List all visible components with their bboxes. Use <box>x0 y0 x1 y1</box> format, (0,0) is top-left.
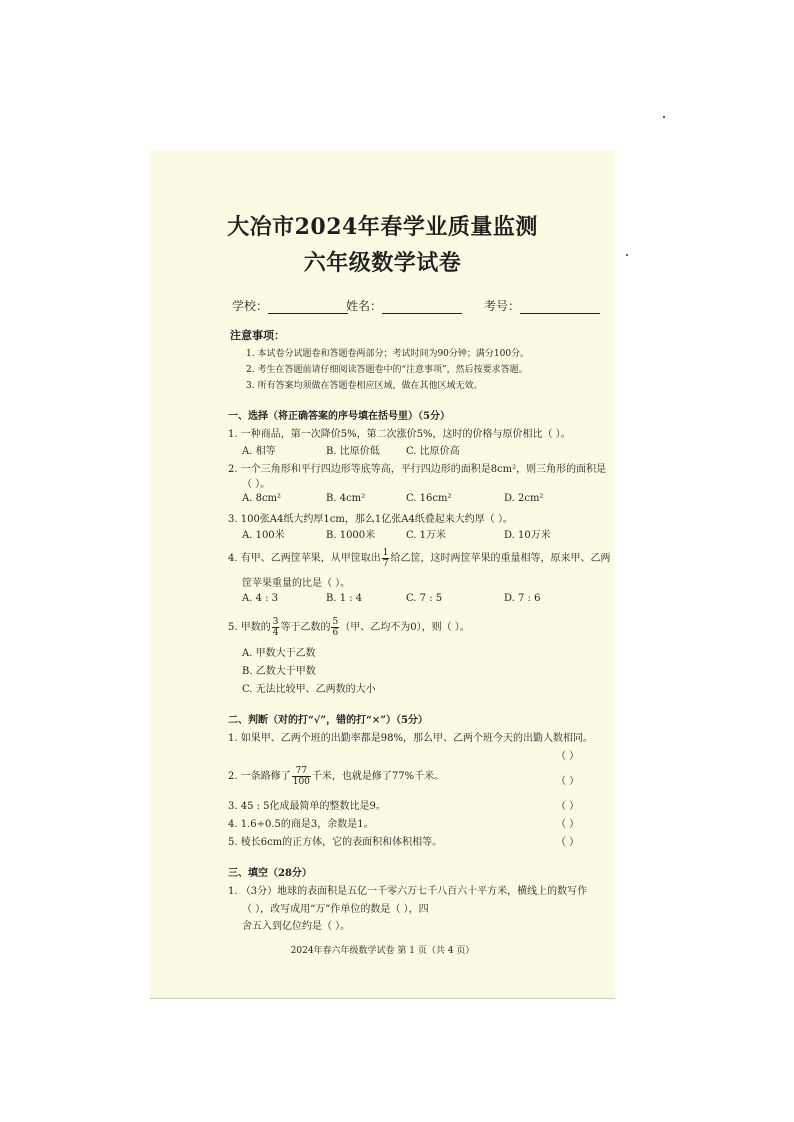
option: B. 1000米 <box>326 530 376 541</box>
question-2-2 <box>228 766 444 787</box>
option: D. 2cm² <box>504 493 544 504</box>
number-field <box>484 297 600 314</box>
exam-paper <box>150 150 615 999</box>
answer-paren: （ ） <box>556 751 580 762</box>
numerator: 77 <box>292 766 311 777</box>
option: A. 8cm² <box>242 493 282 504</box>
denominator: 100 <box>292 777 310 787</box>
answer-paren: （ ） <box>556 776 580 787</box>
denominator: 7 <box>382 559 389 569</box>
question-1-1: 1. 一种商品，第一次降价5%，第二次涨价5%，这时的价格与原价相比（ ）。 <box>228 429 571 440</box>
numerator: 3 <box>272 617 279 627</box>
option: C. 1万米 <box>406 530 447 541</box>
option: C. 16cm² <box>406 493 452 504</box>
denominator: 4 <box>272 628 279 638</box>
option: D. 7 : 6 <box>504 593 541 604</box>
section2-heading: 二、判断（对的打“√”，错的打“×”）（5分） <box>228 715 428 726</box>
option: B. 1 : 4 <box>326 593 363 604</box>
school-field <box>232 297 348 314</box>
fraction <box>331 617 339 638</box>
option: B. 比原价低 <box>326 446 380 457</box>
section1-heading: 一、选择（将正确答案的序号填在括号里）（5分） <box>228 411 450 422</box>
fraction <box>382 548 390 569</box>
question-1-2: 2. 一个三角形和平行四边形等底等高，平行四边形的面积是8cm²，则三角形的面积是 <box>228 464 607 475</box>
question-3-1: 1. （3分）地球的表面积是五亿一千零六万七千八百六十平方米，横线上的数写作 <box>228 886 588 897</box>
fraction <box>272 617 280 638</box>
question-3-1-cont2: 舍五入到亿位约是（ ）。 <box>242 921 351 932</box>
option: A. 相等 <box>242 446 276 457</box>
fraction <box>292 766 311 787</box>
option: A. 100米 <box>242 530 285 541</box>
note-item: 1. 本试卷分试题卷和答题卷两部分；考试时间为90分钟；满分100分。 <box>246 349 530 359</box>
number-label: 考号： <box>484 299 521 313</box>
q4-text-a: 4. 有甲、乙两筐苹果，从甲筐取出 <box>228 553 381 564</box>
question-2-5: 5. 棱长6cm的正方体，它的表面积和体积相等。 <box>228 837 443 848</box>
q4-text-b: 给乙筐，这时两筐苹果的重量相等，原来甲、乙两 <box>390 553 611 564</box>
answer-paren: （ ） <box>556 819 580 830</box>
question-1-5 <box>228 617 470 638</box>
option: C. 比原价高 <box>406 446 460 457</box>
name-label: 姓名： <box>346 299 383 313</box>
notes-heading: 注意事项： <box>230 329 285 342</box>
question-1-4-cont: 筐苹果重量的比是（ ）。 <box>242 578 351 589</box>
option: C. 无法比较甲、乙两数的大小 <box>242 684 376 695</box>
question-2-3: 3. 45 : 5化成最简单的整数比是9。 <box>228 801 386 812</box>
exam-title-line2: 六年级数学试卷 <box>303 250 462 276</box>
answer-paren: （ ） <box>556 801 580 812</box>
option: D. 10万米 <box>504 530 551 541</box>
option: A. 4 : 3 <box>242 593 279 604</box>
numerator: 1 <box>382 548 389 558</box>
q5-text-a: 5. 甲数的 <box>228 622 271 633</box>
question-1-2-cont: （ ）。 <box>242 479 271 490</box>
exam-title-line1: 大冶市2024年春学业质量监测 <box>227 214 538 240</box>
option: B. 乙数大于甲数 <box>242 666 316 677</box>
option: C. 7 : 5 <box>406 593 443 604</box>
school-blank <box>268 301 348 314</box>
option: A. 甲数大于乙数 <box>242 648 316 659</box>
section3-heading: 三、填空（28分） <box>228 868 312 879</box>
question-2-1: 1. 如果甲、乙两个班的出勤率都是98%，那么甲、乙两个班今天的出勤人数相同。 <box>228 733 593 744</box>
question-3-1-cont: （ ），改写成用“万”作单位的数是（ ），四 <box>242 904 429 915</box>
q2-2-text-a: 2. 一条路修了 <box>228 771 291 782</box>
answer-paren: （ ） <box>556 837 580 848</box>
name-field <box>346 297 462 314</box>
note-item: 2. 考生在答题前请仔细阅读答题卷中的“注意事项”，然后按要求答题。 <box>246 365 528 375</box>
page-footer: 2024年春六年级数学试卷 第 1 页（共 4 页） <box>290 946 475 956</box>
q5-text-b: 等于乙数的 <box>280 622 331 633</box>
question-1-3: 3. 100张A4纸大约厚1cm，那么1亿张A4纸叠起来大约厚（ ）。 <box>228 514 513 525</box>
numerator: 5 <box>332 617 339 627</box>
denominator: 6 <box>332 628 339 638</box>
question-1-4 <box>228 548 610 569</box>
q2-2-text-b: 千米，也就是修了77%千米。 <box>311 771 445 782</box>
name-blank <box>382 301 462 314</box>
option: B. 4cm² <box>326 493 366 504</box>
school-label: 学校： <box>232 299 269 313</box>
note-item: 3. 所有答案均须做在答题卷相应区域，做在其他区域无效。 <box>246 381 483 391</box>
number-blank <box>520 301 600 314</box>
question-2-4: 4. 1.6÷0.5的商是3，余数是1。 <box>228 819 374 830</box>
q5-text-c: （甲、乙均不为0），则（ ）。 <box>340 622 470 633</box>
